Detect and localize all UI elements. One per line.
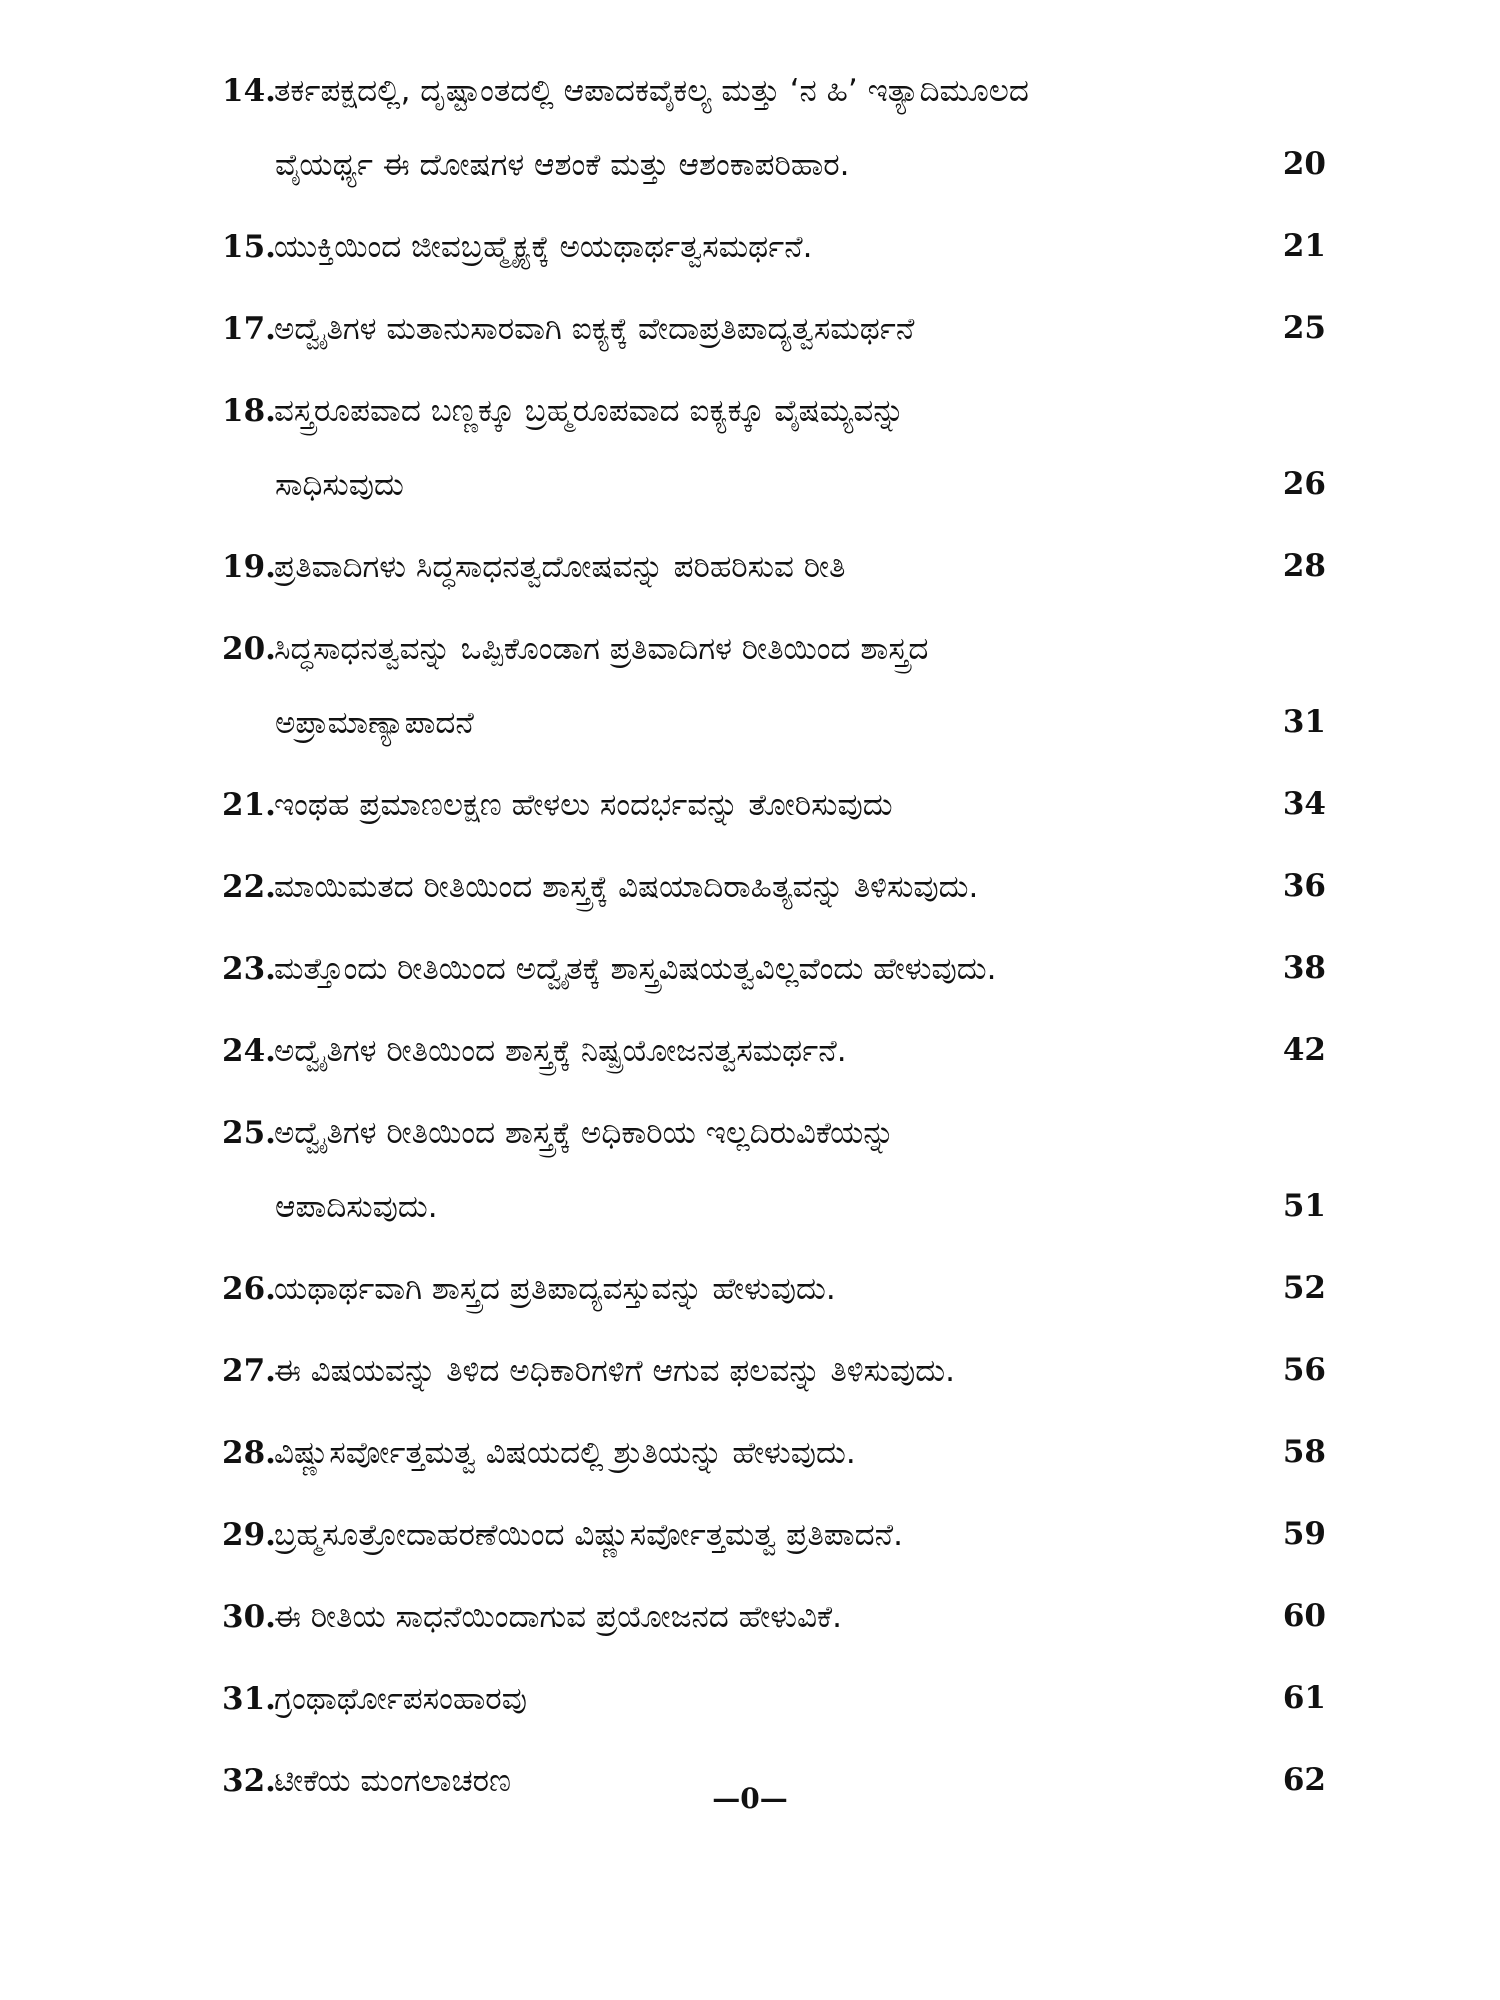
- toc-entry-title: ವಿಷ್ಣುಸರ್ವೋತ್ತಮತ್ವ ವಿಷಯದಲ್ಲಿ ಶ್ರುತಿಯನ್ನು ಹೇಳುವುದು.: [274, 1435, 856, 1471]
- toc-entry-24: [222, 1028, 1326, 1072]
- toc-entry-page-number: 61: [1282, 1680, 1326, 1716]
- toc-entry-title: ಈ ವಿಷಯವನ್ನು ತಿಳಿದ ಅಧಿಕಾರಿಗಳಿಗೆ ಆಗುವ ಫಲವನ್ನು ತಿಳಿಸುವುದು.: [274, 1353, 956, 1389]
- toc-entry-number: 25.: [222, 1115, 276, 1151]
- toc-entry-title: ಬ್ರಹ್ಮಸೂತ್ರೋದಾಹರಣೆಯಿಂದ ವಿಷ್ಣುಸರ್ವೋತ್ತಮತ್ವ ಪ್ರತಿಪಾದನೆ.: [274, 1517, 903, 1553]
- toc-entry-title: ಅದ್ವೈತಿಗಳ ಮತಾನುಸಾರವಾಗಿ ಐಕ್ಯಕ್ಕೆ ವೇದಾಪ್ರತಿಪಾದ್ಯತ್ವಸಮರ್ಥನೆ: [274, 311, 915, 347]
- toc-entry-title: ಅದ್ವೈತಿಗಳ ರೀತಿಯಿಂದ ಶಾಸ್ತ್ರಕ್ಕೆ ನಿಷ್ಪ್ರಯೋಜನತ್ವಸಮರ್ಥನೆ.: [274, 1033, 847, 1069]
- toc-entry-page-number: 31: [1282, 704, 1326, 740]
- toc-entry-title-continued: ವೈಯರ್ಥ್ಯ ಈ ದೋಷಗಳ ಆಶಂಕೆ ಮತ್ತು ಆಶಂಕಾಪರಿಹಾರ.: [275, 147, 850, 183]
- toc-entry-page-number: 21: [1282, 228, 1326, 264]
- toc-entry-page-number: 25: [1282, 310, 1326, 346]
- toc-entry-number: 28.: [222, 1435, 276, 1471]
- toc-entry-title: ಸಿದ್ಧಸಾಧನತ್ವವನ್ನು ಒಪ್ಪಿಕೊಂಡಾಗ ಪ್ರತಿವಾದಿಗಳ ರೀತಿಯಿಂದ ಶಾಸ್ತ್ರದ: [274, 631, 929, 667]
- toc-entry-number: 19.: [222, 549, 276, 585]
- toc-entry-page-number: 52: [1282, 1270, 1326, 1306]
- toc-entry-title: ಮಾಯಿಮತದ ರೀತಿಯಿಂದ ಶಾಸ್ತ್ರಕ್ಕೆ ವಿಷಯಾದಿರಾಹಿತ್ಯವನ್ನು ತಿಳಿಸುವುದು.: [274, 869, 979, 905]
- toc-entry-30: [222, 1594, 1326, 1638]
- toc-entry-title: ಟೀಕೆಯ ಮಂಗಲಾಚರಣ: [274, 1763, 511, 1799]
- toc-entry-23: [222, 946, 1326, 990]
- toc-entry-title: ಗ್ರಂಥಾರ್ಥೋಪಸಂಹಾರವು: [274, 1681, 527, 1717]
- toc-entry-page-number: 34: [1282, 786, 1326, 822]
- toc-entry-27: [222, 1348, 1326, 1392]
- toc-entry-number: 15.: [222, 229, 276, 265]
- toc-entry-28: [222, 1430, 1326, 1474]
- toc-entry-page-number: 20: [1282, 146, 1326, 182]
- toc-entry-25: [222, 1110, 1326, 1228]
- toc-entry-number: 21.: [222, 787, 276, 823]
- toc-entry-number: 14.: [222, 73, 276, 109]
- toc-entry-22: [222, 864, 1326, 908]
- toc-entry-title: ಇಂಥಹ ಪ್ರಮಾಣಲಕ್ಷಣ ಹೇಳಲು ಸಂದರ್ಭವನ್ನು ತೋರಿಸುವುದು: [274, 787, 893, 823]
- toc-entry-page-number: 28: [1282, 548, 1326, 584]
- toc-entry-page-number: 60: [1282, 1598, 1326, 1634]
- toc-entry-number: 22.: [222, 869, 276, 905]
- toc-entry-title: ಅದ್ವೈತಿಗಳ ರೀತಿಯಿಂದ ಶಾಸ್ತ್ರಕ್ಕೆ ಅಧಿಕಾರಿಯ ಇಲ್ಲದಿರುವಿಕೆಯನ್ನು: [274, 1115, 895, 1151]
- toc-entry-number: 18.: [222, 393, 276, 429]
- toc-entry-title-continued: ಸಾಧಿಸುವುದು: [275, 467, 404, 503]
- toc-entry-page-number: 26: [1282, 466, 1326, 502]
- toc-entry-title-continued: ಆಪಾದಿಸುವುದು.: [275, 1189, 438, 1225]
- toc-entry-title-continued: ಅಪ್ರಾಮಾಣ್ಯಾಪಾದನೆ: [275, 705, 474, 741]
- toc-entry-page-number: 36: [1282, 868, 1326, 904]
- toc-entry-26: [222, 1266, 1326, 1310]
- toc-entry-19: [222, 544, 1326, 588]
- toc-entry-17: [222, 306, 1326, 350]
- toc-entry-number: 17.: [222, 311, 276, 347]
- toc-entry-31: [222, 1676, 1326, 1720]
- toc-entry-title: ತರ್ಕಪಕ್ಷದಲ್ಲಿ, ದೃಷ್ಟಾಂತದಲ್ಲಿ ಆಪಾದಕವೈಕಲ್ಯ ಮತ್ತು ‘ನ ಹಿ’ ಇತ್ಯಾದಿಮೂಲದ: [274, 73, 1029, 109]
- toc-entry-14: [222, 68, 1326, 186]
- toc-entry-20: [222, 626, 1326, 744]
- table-of-contents: [222, 68, 1326, 1840]
- toc-entry-29: [222, 1512, 1326, 1556]
- toc-entry-page-number: 59: [1282, 1516, 1326, 1552]
- toc-entry-title: ಯುಕ್ತಿಯಿಂದ ಜೀವಬ್ರಹ್ಮೈಕ್ಯಕ್ಕೆ ಅಯಥಾರ್ಥತ್ವಸಮರ್ಥನೆ.: [274, 229, 813, 265]
- toc-entry-page-number: 58: [1282, 1434, 1326, 1470]
- toc-entry-title: ವಸ್ತ್ರರೂಪವಾದ ಬಣ್ಣಕ್ಕೂ ಬ್ರಹ್ಮರೂಪವಾದ ಐಕ್ಯಕ್ಕೂ ವೈಷಮ್ಯವನ್ನು: [274, 393, 905, 429]
- toc-entry-page-number: 62: [1282, 1762, 1326, 1798]
- toc-entry-number: 26.: [222, 1271, 276, 1307]
- toc-entry-number: 32.: [222, 1763, 276, 1799]
- toc-entry-title: ಯಥಾರ್ಥವಾಗಿ ಶಾಸ್ತ್ರದ ಪ್ರತಿಪಾದ್ಯವಸ್ತುವನ್ನು ಹೇಳುವುದು.: [274, 1271, 836, 1307]
- toc-entry-18: [222, 388, 1326, 506]
- end-of-contents-mark: —0—: [712, 1782, 788, 1815]
- toc-entry-title: ಮತ್ತೊಂದು ರೀತಿಯಿಂದ ಅದ್ವೈತಕ್ಕೆ ಶಾಸ್ತ್ರವಿಷಯತ್ವವಿಲ್ಲವೆಂದು ಹೇಳುವುದು.: [274, 951, 997, 987]
- toc-entry-title: ಪ್ರತಿವಾದಿಗಳು ಸಿದ್ಧಸಾಧನತ್ವದೋಷವನ್ನು ಪರಿಹರಿಸುವ ರೀತಿ: [274, 549, 846, 585]
- toc-entry-page-number: 56: [1282, 1352, 1326, 1388]
- toc-entry-number: 20.: [222, 631, 276, 667]
- toc-entry-21: [222, 782, 1326, 826]
- toc-entry-number: 24.: [222, 1033, 276, 1069]
- toc-entry-number: 30.: [222, 1599, 276, 1635]
- toc-entry-title: ಈ ರೀತಿಯ ಸಾಧನೆಯಿಂದಾಗುವ ಪ್ರಯೋಜನದ ಹೇಳುವಿಕೆ.: [274, 1599, 842, 1635]
- toc-entry-page-number: 38: [1282, 950, 1326, 986]
- toc-entry-number: 31.: [222, 1681, 276, 1717]
- toc-entry-page-number: 42: [1282, 1032, 1326, 1068]
- toc-entry-number: 27.: [222, 1353, 276, 1389]
- toc-entry-15: [222, 224, 1326, 268]
- toc-entry-number: 23.: [222, 951, 276, 987]
- toc-entry-number: 29.: [222, 1517, 276, 1553]
- toc-entry-page-number: 51: [1282, 1188, 1326, 1224]
